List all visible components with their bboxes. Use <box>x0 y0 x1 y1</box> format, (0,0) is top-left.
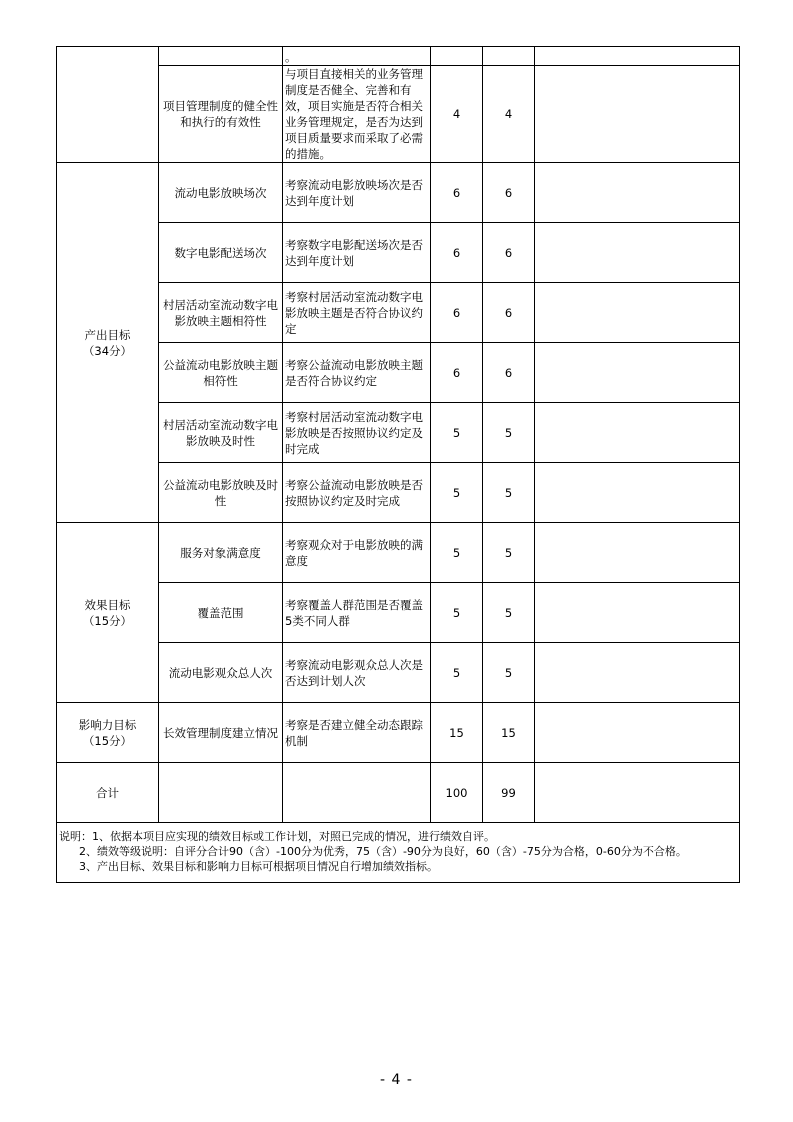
category-cell-prev <box>57 47 159 163</box>
table-row-fragment <box>57 47 740 66</box>
score-value: 6 <box>483 343 535 403</box>
total-row <box>57 763 740 823</box>
category-name: 产出目标 <box>84 327 131 342</box>
sub-indicator: 数字电影配送场次 <box>159 223 283 283</box>
indicator-fragment: 。 <box>283 47 431 66</box>
weight-value: 6 <box>431 343 483 403</box>
weight-value: 5 <box>431 583 483 643</box>
score-value: 5 <box>483 523 535 583</box>
score-value: 6 <box>483 223 535 283</box>
remark-cell <box>535 343 740 403</box>
table-row <box>57 343 740 403</box>
remark-cell <box>535 463 740 523</box>
sub-indicator: 长效管理制度建立情况 <box>159 703 283 763</box>
table-row <box>57 583 740 643</box>
note-line-3: 3、产出目标、效果目标和影响力目标可根据项目情况自行增加绩效指标。 <box>79 860 438 873</box>
note-line-1: 说明：1、依据本项目应实现的绩效目标或工作计划，对照已完成的情况，进行绩效自评。 <box>59 830 495 843</box>
score-value: 6 <box>483 163 535 223</box>
score-value: 15 <box>483 703 535 763</box>
category-points: （34分） <box>82 343 133 358</box>
indicator-description: 考察覆盖人群范围是否覆盖5类不同人群 <box>283 583 431 643</box>
indicator-description: 考察数字电影配送场次是否达到年度计划 <box>283 223 431 283</box>
table-row <box>57 403 740 463</box>
sub-indicator: 村居活动室流动数字电影放映及时性 <box>159 403 283 463</box>
weight-value: 15 <box>431 703 483 763</box>
sub-indicator: 覆盖范围 <box>159 583 283 643</box>
weight-value: 6 <box>431 223 483 283</box>
remark-cell <box>535 283 740 343</box>
sub-indicator: 流动电影观众总人次 <box>159 643 283 703</box>
remark-cell-fragment <box>535 47 740 66</box>
indicator-description: 考察公益流动电影放映是否按照协议约定及时完成 <box>283 463 431 523</box>
category-name: 效果目标 <box>84 597 131 612</box>
indicator-description: 考察流动电影放映场次是否达到年度计划 <box>283 163 431 223</box>
page-number: - 4 - <box>380 1072 413 1088</box>
category-points: （15分） <box>82 733 133 748</box>
sub-indicator: 公益流动电影放映主题相符性 <box>159 343 283 403</box>
table-row <box>57 163 740 223</box>
weight-value: 5 <box>431 463 483 523</box>
table-row <box>57 463 740 523</box>
sub-indicator: 流动电影放映场次 <box>159 163 283 223</box>
weight-cell-fragment <box>431 47 483 66</box>
sub-indicator: 服务对象满意度 <box>159 523 283 583</box>
sub-indicator: 公益流动电影放映及时性 <box>159 463 283 523</box>
total-sub-empty <box>159 763 283 823</box>
score-value: 5 <box>483 583 535 643</box>
notes-cell <box>57 823 740 883</box>
sub-indicator: 村居活动室流动数字电影放映主题相符性 <box>159 283 283 343</box>
indicator-description: 考察是否建立健全动态跟踪机制 <box>283 703 431 763</box>
table-row <box>57 523 740 583</box>
indicator-description: 与项目直接相关的业务管理制度是否健全、完善和有效，项目实施是否符合相关业务管理规定，是否为达到项目质量要求而采取了必需的措施。 <box>283 66 431 163</box>
table-row <box>57 703 740 763</box>
sub-indicator-cell-fragment <box>159 47 283 66</box>
score-value: 4 <box>483 66 535 163</box>
indicator-description: 考察村居活动室流动数字电影放映是否按照协议约定及时完成 <box>283 403 431 463</box>
remark-cell <box>535 523 740 583</box>
total-label: 合计 <box>57 763 159 823</box>
category-effect <box>57 523 159 703</box>
score-cell-fragment <box>483 47 535 66</box>
remark-cell <box>535 583 740 643</box>
remark-cell <box>535 643 740 703</box>
note-line-2: 2、绩效等级说明：自评分合计90（含）-100分为优秀，75（含）-90分为良好，60（含）-75分为合格，0-60分为不合格。 <box>79 845 687 858</box>
evaluation-table-page <box>56 46 739 883</box>
remark-cell <box>535 403 740 463</box>
notes-row <box>57 823 740 883</box>
indicator-description: 考察观众对于电影放映的满意度 <box>283 523 431 583</box>
weight-value: 6 <box>431 283 483 343</box>
total-indicator-empty <box>283 763 431 823</box>
weight-value: 6 <box>431 163 483 223</box>
total-remark-empty <box>535 763 740 823</box>
score-value: 5 <box>483 643 535 703</box>
remark-cell <box>535 703 740 763</box>
weight-value: 5 <box>431 403 483 463</box>
score-value: 6 <box>483 283 535 343</box>
table-row <box>57 223 740 283</box>
table-row <box>57 66 740 163</box>
indicator-description: 考察流动电影观众总人次是否达到计划人次 <box>283 643 431 703</box>
category-name: 影响力目标 <box>78 717 137 732</box>
indicator-description: 考察公益流动电影放映主题是否符合协议约定 <box>283 343 431 403</box>
performance-evaluation-table <box>56 46 740 883</box>
indicator-description: 考察村居活动室流动数字电影放映主题是否符合协议约定 <box>283 283 431 343</box>
weight-value: 5 <box>431 523 483 583</box>
remark-cell <box>535 66 740 163</box>
weight-value: 5 <box>431 643 483 703</box>
category-impact <box>57 703 159 763</box>
table-row <box>57 283 740 343</box>
total-score: 99 <box>483 763 535 823</box>
score-value: 5 <box>483 463 535 523</box>
table-row <box>57 643 740 703</box>
total-weight: 100 <box>431 763 483 823</box>
weight-value: 4 <box>431 66 483 163</box>
remark-cell <box>535 163 740 223</box>
sub-indicator: 项目管理制度的健全性和执行的有效性 <box>159 66 283 163</box>
category-points: （15分） <box>82 613 133 628</box>
score-value: 5 <box>483 403 535 463</box>
remark-cell <box>535 223 740 283</box>
category-output <box>57 163 159 523</box>
